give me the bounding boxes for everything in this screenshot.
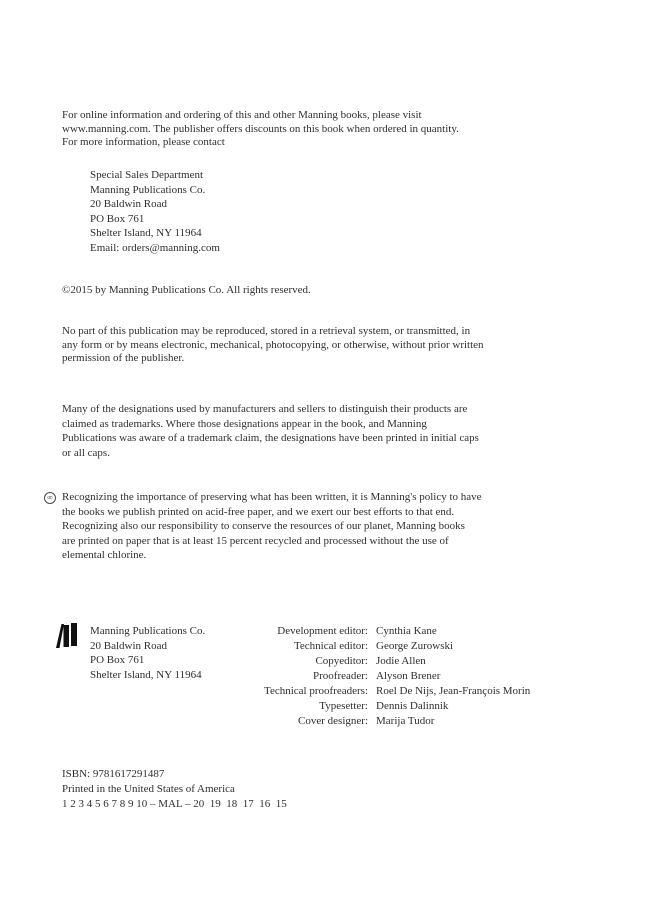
text-line: No part of this publication may be reproduced, stored in a retrieval system, or transmitted, in bbox=[62, 325, 471, 337]
text-line: 20 Baldwin Road bbox=[90, 198, 167, 210]
acid-free-paper-icon: ∞ bbox=[44, 492, 56, 504]
printing-run-line: 1 2 3 4 5 6 7 8 9 10 – MAL – 20 19 18 17 16 15 bbox=[62, 798, 287, 810]
credit-row bbox=[62, 699, 602, 714]
credit-role: Cover designer: bbox=[298, 715, 368, 727]
text-line: claimed as trademarks. Where those designations appear in the book, and Manning bbox=[62, 417, 427, 430]
text-line: Special Sales Department bbox=[90, 169, 204, 181]
credit-row bbox=[62, 624, 602, 639]
text-line: Email: orders@manning.com bbox=[90, 241, 220, 254]
text-line: Publications was aware of a trademark claim, the designations have been printed in initial caps bbox=[62, 432, 479, 444]
special-sales-address bbox=[90, 168, 220, 255]
printed-in-line: Printed in the United States of America bbox=[62, 783, 235, 795]
credit-name: Alyson Brener bbox=[376, 670, 441, 682]
credit-row bbox=[62, 714, 602, 729]
text-line: Manning Publications Co. bbox=[90, 183, 206, 196]
ordering-info-paragraph bbox=[62, 109, 459, 150]
text-line: Recognizing the importance of preserving what has been written, it is Manning's policy to have bbox=[62, 491, 482, 503]
credit-role: Copyeditor: bbox=[315, 655, 368, 667]
credit-row bbox=[62, 684, 602, 699]
text-line: Shelter Island, NY 11964 bbox=[90, 668, 202, 681]
trademark-notice-paragraph bbox=[62, 402, 479, 460]
text-line: elemental chlorine. bbox=[62, 549, 147, 561]
credit-row bbox=[62, 669, 602, 684]
recycled-paper-notice bbox=[44, 490, 482, 563]
text-line: Manning Publications Co. bbox=[90, 625, 206, 637]
text-line: 20 Baldwin Road bbox=[90, 639, 167, 652]
text-line: PO Box 761 bbox=[90, 654, 145, 666]
text-line: permission of the publisher. bbox=[62, 352, 185, 364]
text-line: www.manning.com. The publisher offers discounts on this book when ordered in quantity. bbox=[62, 122, 459, 135]
credit-name: George Zurowski bbox=[376, 640, 454, 652]
credit-name: Marija Tudor bbox=[376, 715, 435, 727]
text-line: For more information, please contact bbox=[62, 136, 225, 148]
credit-role: Technical proofreaders: bbox=[264, 685, 368, 697]
text-line: Recognizing also our responsibility to conserve the resources of our planet, Manning books bbox=[62, 520, 465, 532]
credit-role: Technical editor: bbox=[293, 640, 368, 652]
print-info-block bbox=[62, 767, 287, 812]
credit-role: Typesetter: bbox=[319, 700, 368, 712]
credit-name: Roel De Nijs, Jean-François Morin bbox=[376, 685, 531, 697]
credits-table bbox=[62, 624, 602, 729]
isbn-line: ISBN: 9781617291487 bbox=[62, 768, 165, 780]
credit-row bbox=[62, 639, 602, 654]
credit-role: Proofreader: bbox=[313, 670, 368, 682]
text-line: or all caps. bbox=[62, 446, 110, 459]
credit-name: Dennis Dalinnik bbox=[376, 700, 449, 712]
credit-name: Cynthia Kane bbox=[376, 625, 437, 637]
recycled-paper-text bbox=[62, 490, 482, 563]
text-line: the books we publish printed on acid-free paper, and we exert our best efforts to that end. bbox=[62, 505, 455, 518]
text-line: Shelter Island, NY 11964 bbox=[90, 227, 202, 239]
credit-name: Jodie Allen bbox=[376, 655, 426, 667]
text-line: any form or by means electronic, mechanical, photocopying, or otherwise, without prior written bbox=[62, 338, 484, 351]
copyright-notice: ©2015 by Manning Publications Co. All rights reserved. bbox=[62, 284, 311, 296]
text-line: For online information and ordering of this and other Manning books, please visit bbox=[62, 109, 422, 121]
rights-notice-paragraph bbox=[62, 325, 484, 366]
credit-row bbox=[62, 654, 602, 669]
text-line: are printed on paper that is at least 15 percent recycled and processed without the use of bbox=[62, 534, 449, 547]
credit-role: Development editor: bbox=[277, 625, 368, 637]
text-line: PO Box 761 bbox=[90, 212, 145, 225]
text-line: Many of the designations used by manufacturers and sellers to distinguish their products are bbox=[62, 403, 468, 415]
